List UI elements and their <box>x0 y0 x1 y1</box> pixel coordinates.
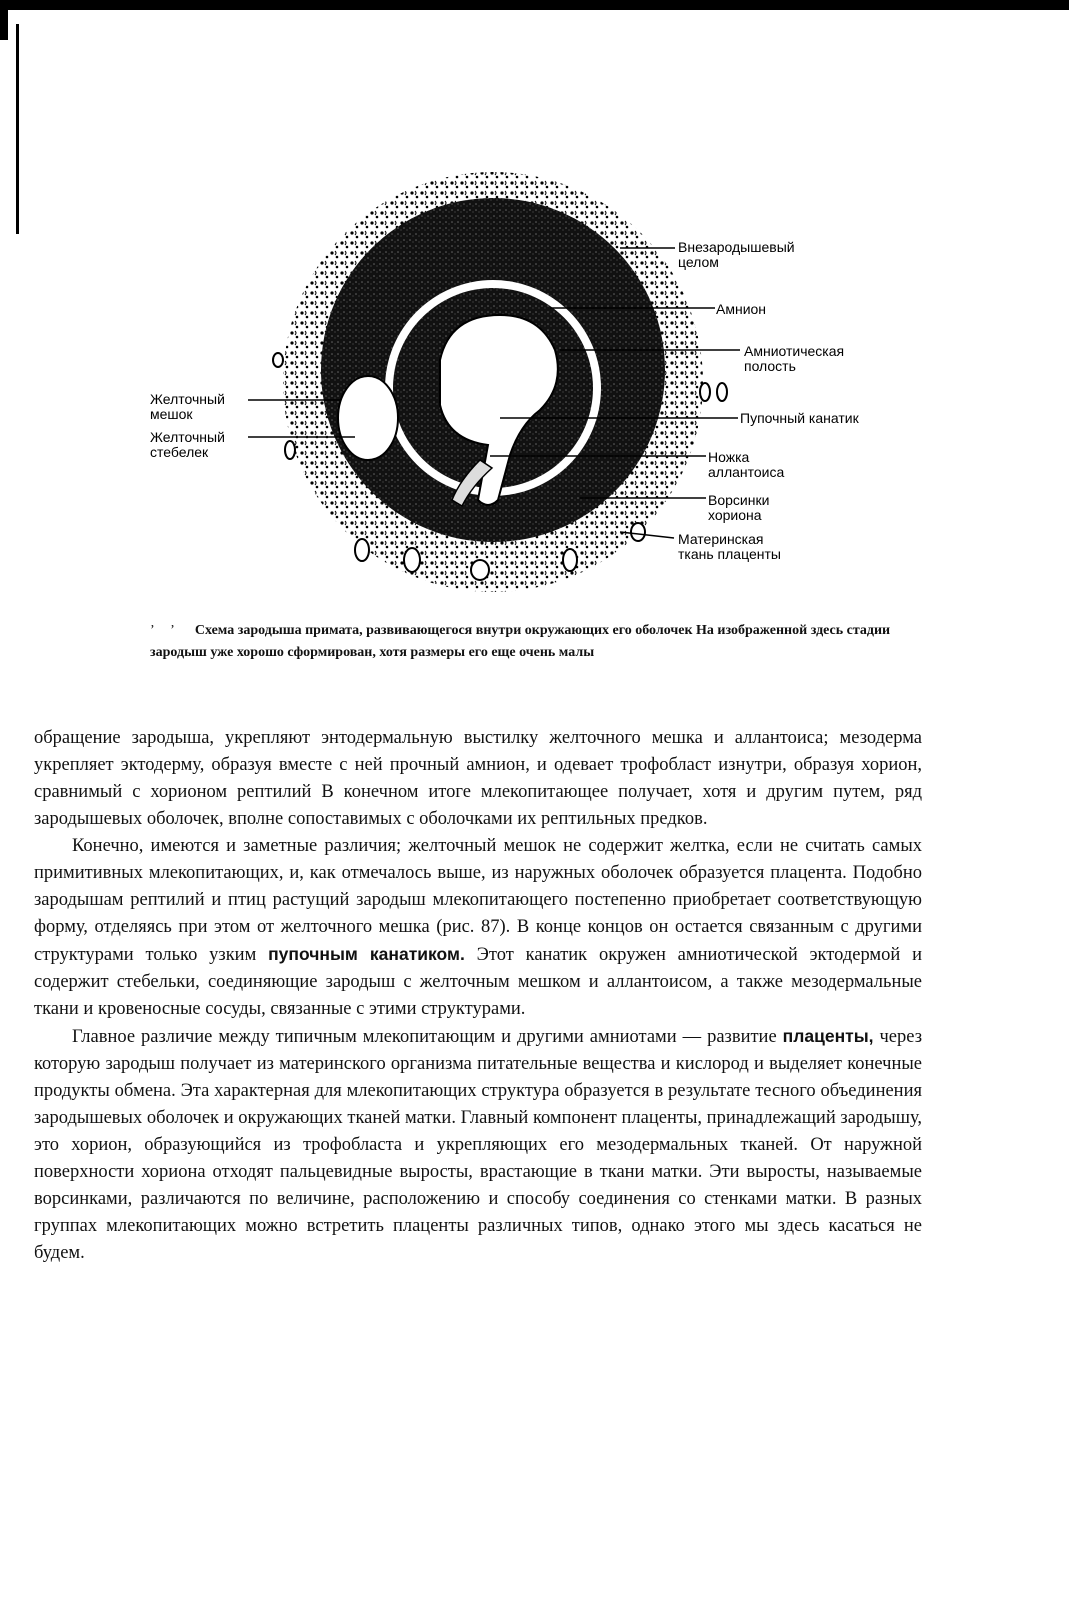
paragraph-3 <box>34 1023 922 1267</box>
paragraph-3-text-a: Главное различие между типичным млекопитающим и другими амниотами — развитие <box>72 1027 783 1047</box>
term-placenta: плаценты, <box>782 1026 874 1046</box>
label-amnion: Амнион <box>716 301 767 317</box>
scan-border-corner <box>0 0 8 40</box>
figure-caption <box>150 620 940 664</box>
term-umbilical-cord: пупочным канатиком. <box>268 944 465 964</box>
embryo-figure <box>150 160 910 610</box>
yolk-sac <box>338 376 398 460</box>
label-yolk-stalk: Желточный стебелек <box>150 429 225 460</box>
body-text <box>34 725 922 1267</box>
paragraph-2 <box>34 833 922 1023</box>
figure-number: ʼ ʼ <box>150 623 181 638</box>
paragraph-2-text-b: Этот канатик окружен амниотической эктодермой и содержит стебельки, соединяющие зародыш с желточным мешком и аллантоисом, а также мезодермальные ткани и кровеносные сосуды, связанные с этими структурами. <box>34 945 922 1019</box>
label-chorionic-villi: Ворсинки хориона <box>708 492 770 523</box>
scan-border-top <box>0 0 1069 10</box>
label-umbilical-cord: Пупочный канатик <box>740 410 859 426</box>
label-allantois-stalk: Ножка аллантоиса <box>708 449 785 480</box>
caption-text: Схема зародыша примата, развивающегося внутри окружающих его оболочек На изображенной здесь стадии зародыш уже хорошо сформирован, хотя размеры его еще очень малы <box>150 623 891 660</box>
paragraph-3-text-b: через которую зародыш получает из материнского организма питательные вещества и кислород и выделяет конечные продукты обмена. Эта характерная для млекопитающих структура образуется в результате тесного объединения зародышевых оболочек и окружающих тканей матки. Главный компонент плаценты, принадлежащий зародышу, это хорион, образующийся из трофобласта и укрепляющих его мезодермальных тканей. От наружной поверхности хориона отходят пальцевидные выросты, врастающие в ткани матки. Эти выросты, называемые ворсинками, различаются по величине, расположению и способу соединения со стенками матки. В разных группах млекопитающих можно встретить плаценты различных типов, однако этого мы здесь касаться не будем. <box>34 1027 922 1263</box>
paragraph-1: обращение зародыша, укрепляют энтодермальную выстилку желточного мешка и аллантоиса; мезодерма укрепляет эктодерму, образуя вместе с ней прочный амнион, и одевает трофобласт изнутри, образуя хорион, сравнимый с хорионом рептилий В конечном итоге млекопитающее получает, хотя и другим путем, ряд зародышевых оболочек, вполне сопоставимых с оболочками их рептильных предков. <box>34 728 922 829</box>
label-extraembryonic-coelom: Внезародышевый целом <box>678 239 795 270</box>
label-yolk-sac: Желточный мешок <box>150 391 225 422</box>
paragraph-2-text-a: Конечно, имеются и заметные различия; желточный мешок не содержит желтка, если не считать самых примитивных млекопитающих, и, как отмечалось выше, из наружных оболочек образуется плацента. Подобно зародышам рептилий и птиц растущий зародыш млекопитающего постепенно приобретает соответствующую форму, отделяясь при этом от желточного мешка (рис. 87). В конце концов он остается связанным с другими структурами только узким <box>34 836 922 965</box>
embryo-diagram <box>150 160 910 610</box>
label-amniotic-cavity: Амниотическая полость <box>744 343 845 374</box>
scan-border-left <box>16 24 19 234</box>
label-maternal-tissue: Материнская ткань плаценты <box>678 531 781 562</box>
